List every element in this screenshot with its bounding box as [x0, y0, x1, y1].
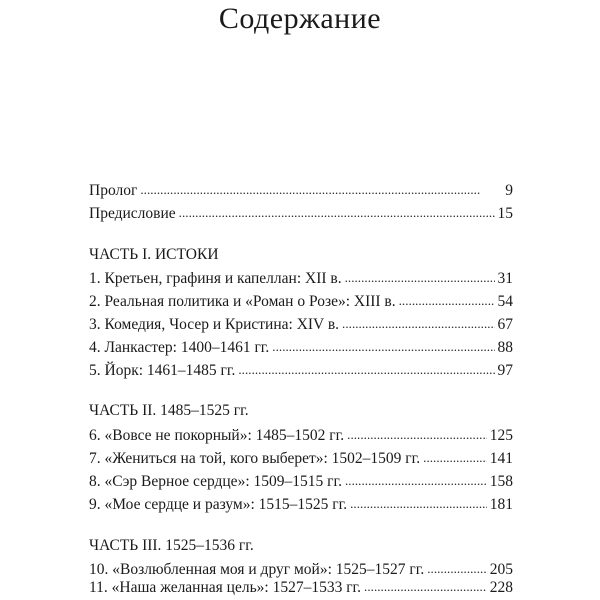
toc-entry[interactable]: [89, 291, 513, 313]
toc-entry-label: 9. «Мое сердце и разум»: 1515–1525 гг.: [89, 496, 348, 513]
toc-leader-dots: [423, 447, 487, 469]
toc-entry-label: Предисловие: [89, 205, 176, 222]
toc-entry[interactable]: [89, 471, 513, 493]
toc-entry-label: 10. «Возлюбленная моя и друг мой»: 1525–1527 гг.: [89, 561, 425, 578]
toc-entry-page: 181: [489, 496, 513, 513]
toc-entry-page: 54: [497, 293, 513, 310]
toc-entry-page: 9: [505, 182, 513, 199]
toc-leader-dots: [347, 424, 487, 446]
toc-entry-page: 228: [489, 579, 513, 596]
toc-leader-dots: [179, 202, 495, 224]
toc-entry-label: Пролог: [89, 182, 138, 199]
toc-leader-dots: [345, 470, 487, 492]
toc-entry-prologue[interactable]: [89, 180, 513, 202]
toc-entry-page: 141: [489, 450, 513, 467]
toc-entry[interactable]: [89, 425, 513, 447]
toc-leader-dots: [345, 267, 495, 289]
toc-entry[interactable]: [89, 268, 513, 290]
part-heading-1: ЧАСТЬ I. ИСТОКИ: [89, 246, 219, 263]
toc-leader-dots: [364, 576, 487, 598]
part-heading-2: ЧАСТЬ II. 1485–1525 гг.: [89, 402, 249, 419]
page-title: Содержание: [218, 2, 382, 35]
toc-entry-page: 205: [489, 561, 513, 578]
toc-entry-label: 1. Кретьен, графиня и капеллан: XII в.: [89, 270, 342, 287]
toc-entry[interactable]: [89, 314, 513, 336]
toc-entry-page: 88: [497, 339, 513, 356]
toc-entry-label: 4. Ланкастер: 1400–1461 гг.: [89, 339, 270, 356]
toc-entry-label: 6. «Вовсе не покорный»: 1485–1502 гг.: [89, 427, 345, 444]
toc-entry[interactable]: [89, 494, 513, 516]
toc-entry-label: 2. Реальная политика и «Роман о Розе»: XIII в.: [89, 293, 396, 310]
toc-leader-dots: [342, 313, 494, 335]
toc-entry-label: 11. «Наша желанная цель»: 1527–1533 гг.: [89, 579, 362, 596]
toc-entry-label: 8. «Сэр Верное сердце»: 1509–1515 гг.: [89, 473, 342, 490]
part-heading-3: ЧАСТЬ III. 1525–1536 гг.: [89, 537, 254, 554]
toc-entry-page: 158: [489, 473, 513, 490]
toc-entry[interactable]: [89, 577, 513, 599]
toc-entry-page: 97: [497, 362, 513, 379]
toc-leader-dots: [399, 290, 495, 312]
toc-entry-label: 5. Йорк: 1461–1485 гг.: [89, 362, 236, 379]
toc-entry[interactable]: [89, 360, 513, 382]
toc-entry-page: 125: [489, 427, 513, 444]
toc-entry-preface[interactable]: [89, 203, 513, 225]
toc-entry-label: 7. «Жениться на той, кого выберет»: 1502–1509 гг.: [89, 450, 421, 467]
toc-entry-page: 31: [497, 270, 513, 287]
toc-entry-page: 15: [497, 205, 513, 222]
toc-leader-dots: [272, 336, 494, 358]
toc-leader-dots: [238, 359, 494, 381]
toc-entry[interactable]: [89, 448, 513, 470]
toc-entry-page: 67: [497, 316, 513, 333]
toc-entry-label: 3. Комедия, Чосер и Кристина: XIV в.: [89, 316, 340, 333]
toc-leader-dots: [350, 493, 487, 515]
toc-leader-dots: [140, 179, 502, 201]
toc-entry[interactable]: [89, 337, 513, 359]
